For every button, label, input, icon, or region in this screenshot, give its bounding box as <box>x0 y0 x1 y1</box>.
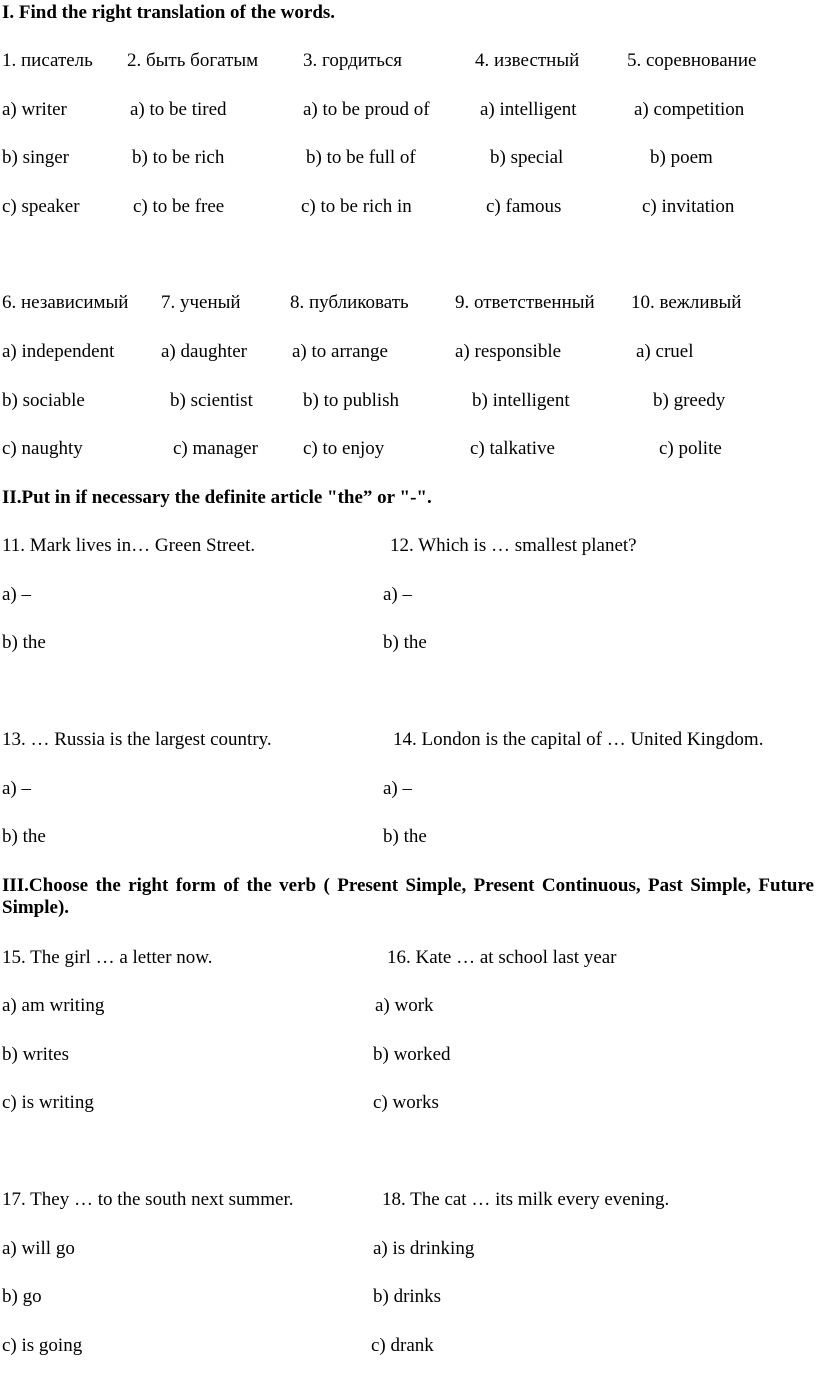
section-2-heading: II.Put in if necessary the definite article "the” or "-". <box>2 487 432 508</box>
option-11b: b) the <box>2 632 46 653</box>
option-12a: a) – <box>383 584 413 605</box>
option-7b: b) scientist <box>170 390 253 411</box>
section-3-heading: III.Choose the right form of the verb ( Present Simple, Present Continuous, Past Simple, Future Simple). <box>2 875 814 918</box>
option-6c: c) naughty <box>2 438 83 459</box>
option-17b: b) go <box>2 1286 42 1307</box>
word-6: 6. независимый <box>2 292 129 313</box>
option-11a: a) – <box>2 584 32 605</box>
option-8b: b) to publish <box>303 390 400 411</box>
option-16c: c) works <box>373 1092 439 1113</box>
option-10c: c) polite <box>659 438 722 459</box>
word-3: 3. гордиться <box>303 50 403 71</box>
option-17c: c) is going <box>2 1335 83 1356</box>
option-14b: b) the <box>383 826 427 847</box>
option-15c: c) is writing <box>2 1092 94 1113</box>
option-9b: b) intelligent <box>472 390 570 411</box>
option-3b: b) to be full of <box>306 147 416 168</box>
option-13a: a) – <box>2 778 32 799</box>
option-5b: b) poem <box>650 147 713 168</box>
option-3c: c) to be rich in <box>301 196 412 217</box>
question-12: 12. Which is … smallest planet? <box>390 535 637 556</box>
option-6a: a) independent <box>2 341 115 362</box>
option-1a: a) writer <box>2 99 67 120</box>
option-9a: a) responsible <box>455 341 562 362</box>
option-18a: a) is drinking <box>373 1238 475 1259</box>
question-13: 13. … Russia is the largest country. <box>2 729 272 750</box>
option-12b: b) the <box>383 632 427 653</box>
option-6b: b) sociable <box>2 390 85 411</box>
option-2c: c) to be free <box>133 196 225 217</box>
word-1: 1. писатель <box>2 50 93 71</box>
option-1b: b) singer <box>2 147 70 168</box>
option-7c: c) manager <box>173 438 258 459</box>
word-8: 8. публиковать <box>290 292 409 313</box>
option-17a: a) will go <box>2 1238 75 1259</box>
option-5c: c) invitation <box>642 196 735 217</box>
option-4a: a) intelligent <box>480 99 577 120</box>
question-14: 14. London is the capital of … United Kingdom. <box>393 729 764 750</box>
option-8c: c) to enjoy <box>303 438 385 459</box>
section-1-heading: I. Find the right translation of the words. <box>2 2 336 23</box>
option-16b: b) worked <box>373 1044 451 1065</box>
option-16a: a) work <box>375 995 434 1016</box>
option-13b: b) the <box>2 826 46 847</box>
option-2b: b) to be rich <box>132 147 225 168</box>
option-18c: c) drank <box>371 1335 434 1356</box>
option-3a: a) to be proud of <box>303 99 430 120</box>
question-15: 15. The girl … a letter now. <box>2 947 213 968</box>
question-18: 18. The cat … its milk every evening. <box>382 1189 670 1210</box>
option-4c: c) famous <box>486 196 562 217</box>
option-4b: b) special <box>490 147 564 168</box>
option-18b: b) drinks <box>373 1286 442 1307</box>
option-9c: c) talkative <box>470 438 555 459</box>
word-7: 7. ученый <box>161 292 241 313</box>
option-14a: a) – <box>383 778 413 799</box>
word-2: 2. быть богатым <box>127 50 259 71</box>
question-16: 16. Kate … at school last year <box>387 947 617 968</box>
question-11: 11. Mark lives in… Green Street. <box>2 535 256 556</box>
option-1c: c) speaker <box>2 196 80 217</box>
option-15a: a) am writing <box>2 995 105 1016</box>
word-10: 10. вежливый <box>631 292 742 313</box>
option-10a: a) cruel <box>636 341 694 362</box>
option-7a: a) daughter <box>161 341 247 362</box>
option-5a: a) competition <box>634 99 745 120</box>
option-10b: b) greedy <box>653 390 726 411</box>
option-15b: b) writes <box>2 1044 70 1065</box>
option-8a: a) to arrange <box>292 341 388 362</box>
option-2a: a) to be tired <box>130 99 227 120</box>
word-5: 5. соревнование <box>627 50 757 71</box>
word-4: 4. известный <box>475 50 580 71</box>
question-17: 17. They … to the south next summer. <box>2 1189 294 1210</box>
word-9: 9. ответственный <box>455 292 595 313</box>
